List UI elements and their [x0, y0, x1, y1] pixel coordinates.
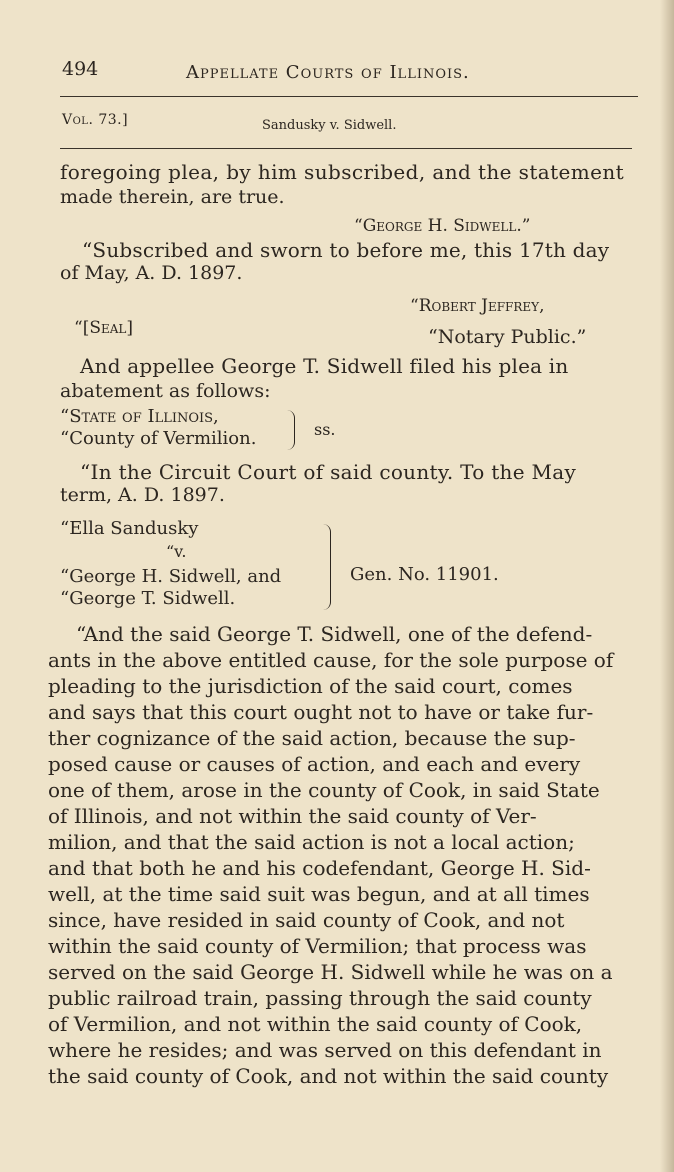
case-name: Sandusky v. Sidwell. [262, 118, 397, 133]
body-line: posed cause or causes of action, and each and every [48, 752, 581, 776]
body-line: ants in the above entitled cause, for the sole purpose of [48, 648, 614, 672]
body-line: within the said county of Vermilion; that process was [48, 934, 587, 958]
volume-label: Vol. 73.] [62, 112, 129, 128]
venue-county: “County of Vermilion. [60, 428, 257, 449]
body-line: one of them, arose in the county of Cook, in said State [48, 778, 600, 802]
text-line: “In the Circuit Court of said county. To the May [80, 460, 577, 484]
signature-sidwell: “George H. Sidwell.” [354, 216, 531, 236]
header-rule-top [60, 96, 638, 97]
running-title: Appellate Courts of Illinois. [186, 62, 470, 83]
caption-plaintiff: “Ella Sandusky [60, 518, 199, 539]
venue-brace [284, 410, 295, 450]
body-line: since, have resided in said county of Cook, and not [48, 908, 565, 932]
caption-defendant-1: “George H. Sidwell, and [60, 566, 282, 587]
body-line: and that both he and his codefendant, George H. Sid- [48, 856, 591, 880]
seal-label: “[Seal] [74, 318, 133, 338]
caption-versus: “v. [166, 542, 187, 561]
text-line: made therein, are true. [60, 186, 285, 208]
text-line: And appellee George T. Sidwell filed his plea in [80, 354, 569, 378]
caption-defendant-2: “George T. Sidwell. [60, 588, 236, 609]
header-rule-bottom [60, 148, 632, 149]
text-line: term, A. D. 1897. [60, 484, 225, 506]
body-line: public railroad train, passing through the said county [48, 986, 592, 1010]
notary-name: “Robert Jeffrey, [410, 296, 545, 316]
ss-label: ss. [314, 420, 336, 439]
body-line: milion, and that the said action is not a local action; [48, 830, 575, 854]
body-line: served on the said George H. Sidwell while he was on a [48, 960, 613, 984]
body-line: ther cognizance of the said action, because the sup- [48, 726, 576, 750]
text-line: abatement as follows: [60, 380, 271, 402]
body-line: well, at the time said suit was begun, and at all times [48, 882, 590, 906]
text-line: of May, A. D. 1897. [60, 262, 243, 284]
body-line: and says that this court ought not to have or take fur- [48, 700, 594, 724]
venue-state: “State of Illinois, [60, 406, 219, 427]
body-line: pleading to the jurisdiction of the said court, comes [48, 674, 573, 698]
body-line: of Illinois, and not within the said county of Ver- [48, 804, 537, 828]
caption-brace [318, 524, 331, 610]
notary-title: “Notary Public.” [428, 326, 587, 348]
page-edge-shadow [660, 0, 674, 1172]
body-line: “And the said George T. Sidwell, one of the defend- [76, 622, 593, 646]
body-line: of Vermilion, and not within the said county of Cook, [48, 1012, 583, 1036]
text-line: foregoing plea, by him subscribed, and the statement [60, 160, 625, 184]
text-line: “Subscribed and sworn to before me, this 17th day [82, 238, 610, 262]
general-number: Gen. No. 11901. [350, 564, 499, 585]
page-number: 494 [62, 58, 99, 80]
body-line: where he resides; and was served on this defendant in [48, 1038, 602, 1062]
body-line: the said county of Cook, and not within the said county [48, 1064, 609, 1088]
